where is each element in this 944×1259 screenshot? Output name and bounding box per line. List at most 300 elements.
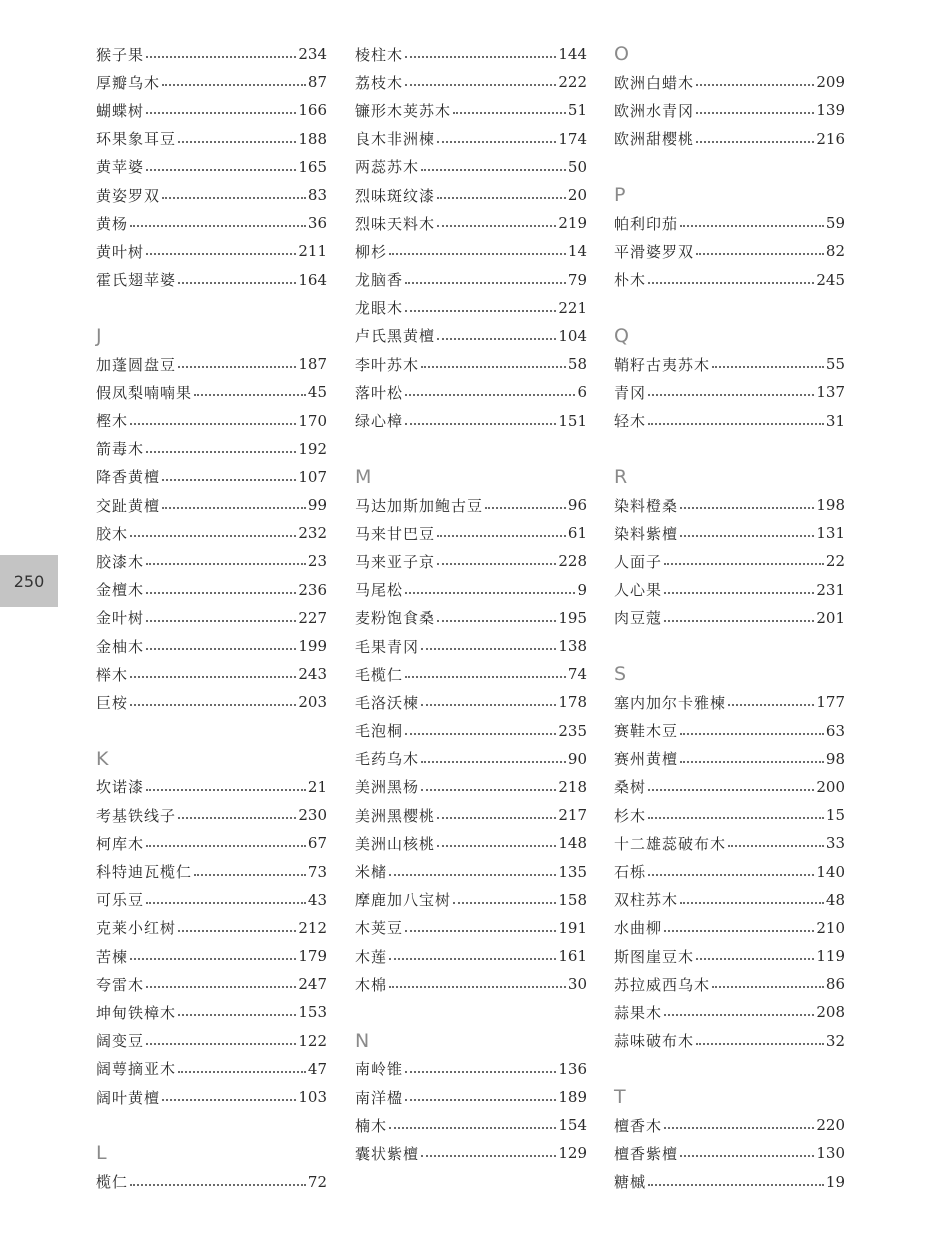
dot-leader xyxy=(405,1071,556,1073)
entry-term: 朴木 xyxy=(614,271,647,290)
index-entry xyxy=(614,519,845,547)
dot-leader xyxy=(405,1099,556,1101)
entry-page-number: 103 xyxy=(298,1088,327,1107)
entry-page-number: 72 xyxy=(307,1172,327,1191)
index-entry xyxy=(355,970,587,998)
index-column-2 xyxy=(355,40,587,1168)
entry-term: 坎诺漆 xyxy=(96,778,145,797)
entry-page-number: 96 xyxy=(567,496,587,515)
entry-term: 胶漆木 xyxy=(96,552,145,571)
dot-leader xyxy=(664,930,814,932)
dot-leader xyxy=(389,986,566,988)
dot-leader xyxy=(696,958,814,960)
dot-leader xyxy=(194,874,306,876)
dot-leader xyxy=(437,197,566,199)
entry-page-number: 135 xyxy=(558,862,587,881)
dot-leader xyxy=(664,592,814,594)
dot-leader xyxy=(712,366,824,368)
entry-term: 苏拉威西乌木 xyxy=(614,975,711,994)
entry-page-number: 32 xyxy=(825,1031,845,1050)
dot-leader xyxy=(437,620,556,622)
entry-term: 美洲黑樱桃 xyxy=(355,806,436,825)
index-entry xyxy=(614,406,845,434)
entry-term: 绿心樟 xyxy=(355,412,404,431)
index-entry xyxy=(96,96,327,124)
entry-page-number: 245 xyxy=(816,270,845,289)
entry-term: 染料橙桑 xyxy=(614,496,679,515)
section-spacer xyxy=(614,294,845,322)
index-entry xyxy=(96,547,327,575)
dot-leader xyxy=(178,282,296,284)
dot-leader xyxy=(130,676,296,678)
entry-page-number: 203 xyxy=(298,693,327,712)
section-heading: P xyxy=(614,184,626,207)
dot-leader xyxy=(130,535,296,537)
entry-page-number: 166 xyxy=(298,101,327,120)
index-entry xyxy=(355,660,587,688)
dot-leader xyxy=(696,253,824,255)
entry-term: 龙脑香 xyxy=(355,271,404,290)
index-entry xyxy=(96,435,327,463)
section-spacer xyxy=(96,294,327,322)
index-entry xyxy=(355,857,587,885)
index-entry xyxy=(96,1055,327,1083)
entry-page-number: 131 xyxy=(816,524,845,543)
index-entry xyxy=(614,68,845,96)
index-entry xyxy=(614,1027,845,1055)
index-entry xyxy=(614,998,845,1026)
dot-leader xyxy=(680,761,824,763)
entry-term: 麦粉饱食桑 xyxy=(355,609,436,628)
entry-term: 双柱苏木 xyxy=(614,891,679,910)
dot-leader xyxy=(194,394,306,396)
entry-page-number: 232 xyxy=(298,524,327,543)
section-heading: S xyxy=(614,663,627,686)
dot-leader xyxy=(437,817,556,819)
entry-term: 黄杨 xyxy=(96,214,129,233)
entry-page-number: 192 xyxy=(298,439,327,458)
dot-leader xyxy=(664,1014,814,1016)
index-entry xyxy=(355,406,587,434)
entry-term: 交趾黄檀 xyxy=(96,496,161,515)
entry-term: 糖槭 xyxy=(614,1173,647,1192)
dot-leader xyxy=(130,225,306,227)
entry-page-number: 139 xyxy=(816,101,845,120)
dot-leader xyxy=(437,225,556,227)
entry-page-number: 195 xyxy=(558,608,587,627)
index-entry xyxy=(96,153,327,181)
dot-leader xyxy=(405,282,566,284)
section-spacer xyxy=(96,717,327,745)
entry-term: 蝴蝶树 xyxy=(96,101,145,120)
entry-page-number: 222 xyxy=(558,73,587,92)
index-entry xyxy=(96,857,327,885)
entry-page-number: 82 xyxy=(825,242,845,261)
dot-leader xyxy=(178,141,296,143)
section-heading: L xyxy=(96,1142,107,1165)
dot-leader xyxy=(146,648,296,650)
entry-term: 楠木 xyxy=(355,1116,388,1135)
entry-page-number: 87 xyxy=(307,73,327,92)
entry-page-number: 79 xyxy=(567,270,587,289)
entry-page-number: 122 xyxy=(298,1031,327,1050)
dot-leader xyxy=(130,958,296,960)
dot-leader xyxy=(421,789,556,791)
index-entry xyxy=(614,547,845,575)
dot-leader xyxy=(178,817,296,819)
index-entry xyxy=(96,1027,327,1055)
index-entry xyxy=(96,914,327,942)
dot-leader xyxy=(696,84,814,86)
entry-page-number: 217 xyxy=(558,806,587,825)
dot-leader xyxy=(162,197,306,199)
entry-page-number: 14 xyxy=(567,242,587,261)
dot-leader xyxy=(680,535,814,537)
index-entry xyxy=(614,604,845,632)
section-heading: M xyxy=(355,465,372,488)
entry-term: 镰形木荚苏木 xyxy=(355,101,452,120)
entry-term: 人心果 xyxy=(614,581,663,600)
section-spacer xyxy=(614,435,845,463)
page-number: 250 xyxy=(13,571,45,591)
dot-leader xyxy=(130,1184,306,1186)
entry-page-number: 227 xyxy=(298,608,327,627)
dot-leader xyxy=(146,620,296,622)
dot-leader xyxy=(712,986,824,988)
index-entry xyxy=(96,40,327,68)
index-entry xyxy=(355,745,587,773)
entry-term: 夸雷木 xyxy=(96,975,145,994)
entry-page-number: 210 xyxy=(816,918,845,937)
entry-page-number: 230 xyxy=(298,806,327,825)
index-entry xyxy=(614,378,845,406)
entry-term: 摩鹿加八宝树 xyxy=(355,891,452,910)
dot-leader xyxy=(405,394,575,396)
entry-page-number: 59 xyxy=(825,214,845,233)
entry-term: 马尾松 xyxy=(355,581,404,600)
index-entry xyxy=(355,40,587,68)
index-entry xyxy=(96,886,327,914)
entry-term: 马来甘巴豆 xyxy=(355,524,436,543)
entry-term: 欧洲甜樱桃 xyxy=(614,130,695,149)
dot-leader xyxy=(146,789,306,791)
entry-term: 考基铁线子 xyxy=(96,806,177,825)
dot-leader xyxy=(696,1043,824,1045)
index-entry xyxy=(96,266,327,294)
entry-term: 柯库木 xyxy=(96,834,145,853)
entry-page-number: 63 xyxy=(825,721,845,740)
dot-leader xyxy=(146,56,296,58)
entry-term: 赛州黄檀 xyxy=(614,750,679,769)
index-entry xyxy=(96,125,327,153)
dot-leader xyxy=(664,563,824,565)
entry-page-number: 47 xyxy=(307,1059,327,1078)
entry-term: 金檀木 xyxy=(96,581,145,600)
entry-page-number: 144 xyxy=(558,45,587,64)
index-entry xyxy=(614,717,845,745)
index-entry xyxy=(355,688,587,716)
index-entry xyxy=(355,886,587,914)
entry-page-number: 231 xyxy=(816,580,845,599)
entry-term: 平滑婆罗双 xyxy=(614,242,695,261)
index-entry xyxy=(355,604,587,632)
index-entry xyxy=(614,237,845,265)
entry-term: 棱柱木 xyxy=(355,45,404,64)
entry-term: 欧洲水青冈 xyxy=(614,101,695,120)
index-entry xyxy=(614,801,845,829)
entry-page-number: 104 xyxy=(558,326,587,345)
entry-term: 米槠 xyxy=(355,863,388,882)
entry-page-number: 228 xyxy=(558,552,587,571)
entry-page-number: 22 xyxy=(825,552,845,571)
entry-term: 赛鞋木豆 xyxy=(614,722,679,741)
index-entry xyxy=(614,1111,845,1139)
dot-leader xyxy=(146,253,296,255)
index-entry xyxy=(614,857,845,885)
dot-leader xyxy=(728,845,824,847)
entry-term: 阔叶黄檀 xyxy=(96,1088,161,1107)
entry-term: 檀香紫檀 xyxy=(614,1144,679,1163)
dot-leader xyxy=(680,507,814,509)
index-entry xyxy=(96,998,327,1026)
entry-page-number: 107 xyxy=(298,467,327,486)
index-entry xyxy=(96,209,327,237)
entry-term: 霍氏翅苹婆 xyxy=(96,271,177,290)
entry-term: 木莲 xyxy=(355,947,388,966)
entry-term: 良木非洲楝 xyxy=(355,130,436,149)
entry-page-number: 161 xyxy=(558,947,587,966)
index-entry xyxy=(96,491,327,519)
index-entry xyxy=(614,266,845,294)
dot-leader xyxy=(162,84,306,86)
entry-term: 烈味天料木 xyxy=(355,214,436,233)
entry-term: 榄仁 xyxy=(96,1173,129,1192)
dot-leader xyxy=(389,958,556,960)
section-spacer xyxy=(614,153,845,181)
dot-leader xyxy=(178,366,296,368)
entry-term: 毛洛沃楝 xyxy=(355,693,420,712)
entry-page-number: 170 xyxy=(298,411,327,430)
entry-page-number: 140 xyxy=(816,862,845,881)
dot-leader xyxy=(162,1099,296,1101)
entry-page-number: 55 xyxy=(825,355,845,374)
section-heading: N xyxy=(355,1029,370,1052)
dot-leader xyxy=(696,141,814,143)
index-entry xyxy=(355,1139,587,1167)
entry-term: 肉豆蔻 xyxy=(614,609,663,628)
index-entry xyxy=(355,181,587,209)
index-entry xyxy=(96,1168,327,1196)
index-entry xyxy=(96,378,327,406)
entry-page-number: 177 xyxy=(816,693,845,712)
dot-leader xyxy=(178,1071,306,1073)
entry-page-number: 158 xyxy=(558,890,587,909)
dot-leader xyxy=(664,620,814,622)
index-entry xyxy=(614,576,845,604)
dot-leader xyxy=(405,733,556,735)
entry-page-number: 61 xyxy=(567,524,587,543)
index-entry xyxy=(96,1083,327,1111)
entry-page-number: 45 xyxy=(307,383,327,402)
dot-leader xyxy=(162,479,296,481)
entry-term: 水曲柳 xyxy=(614,919,663,938)
dot-leader xyxy=(146,563,306,565)
dot-leader xyxy=(437,845,556,847)
entry-term: 烈味斑纹漆 xyxy=(355,186,436,205)
entry-page-number: 247 xyxy=(298,975,327,994)
entry-term: 美洲山核桃 xyxy=(355,834,436,853)
entry-term: 龙眼木 xyxy=(355,299,404,318)
entry-page-number: 189 xyxy=(558,1088,587,1107)
entry-page-number: 83 xyxy=(307,186,327,205)
entry-page-number: 50 xyxy=(567,157,587,176)
entry-term: 美洲黑杨 xyxy=(355,778,420,797)
index-entry xyxy=(96,68,327,96)
index-entry xyxy=(614,125,845,153)
entry-term: 杉木 xyxy=(614,806,647,825)
entry-page-number: 58 xyxy=(567,355,587,374)
entry-term: 南洋楹 xyxy=(355,1088,404,1107)
entry-page-number: 235 xyxy=(558,721,587,740)
entry-page-number: 200 xyxy=(816,777,845,796)
dot-leader xyxy=(680,1155,814,1157)
entry-term: 马达加斯加鲍古豆 xyxy=(355,496,484,515)
dot-leader xyxy=(437,563,556,565)
dot-leader xyxy=(405,310,556,312)
entry-page-number: 199 xyxy=(298,637,327,656)
entry-term: 榉木 xyxy=(96,665,129,684)
entry-term: 毛果青冈 xyxy=(355,637,420,656)
entry-term: 厚瓣乌木 xyxy=(96,73,161,92)
dot-leader xyxy=(680,225,824,227)
entry-term: 木棉 xyxy=(355,975,388,994)
entry-term: 金叶树 xyxy=(96,609,145,628)
entry-term: 染料紫檀 xyxy=(614,524,679,543)
index-entry xyxy=(614,886,845,914)
index-entry xyxy=(355,519,587,547)
section-heading: T xyxy=(614,1086,626,1109)
entry-page-number: 119 xyxy=(816,947,845,966)
index-entry xyxy=(355,1111,587,1139)
index-entry xyxy=(355,632,587,660)
entry-page-number: 6 xyxy=(577,383,587,402)
entry-page-number: 208 xyxy=(816,1003,845,1022)
index-entry xyxy=(355,491,587,519)
entry-page-number: 148 xyxy=(558,834,587,853)
index-entry xyxy=(355,153,587,181)
dot-leader xyxy=(130,423,296,425)
dot-leader xyxy=(146,845,306,847)
dot-leader xyxy=(421,1155,556,1157)
dot-leader xyxy=(680,733,824,735)
entry-page-number: 211 xyxy=(298,242,327,261)
index-entry xyxy=(96,660,327,688)
section-spacer xyxy=(614,632,845,660)
section-spacer xyxy=(96,1111,327,1139)
index-entry xyxy=(96,576,327,604)
entry-page-number: 221 xyxy=(558,298,587,317)
dot-leader xyxy=(648,423,824,425)
section-spacer xyxy=(355,435,587,463)
dot-leader xyxy=(146,112,296,114)
dot-leader xyxy=(405,84,556,86)
index-entry xyxy=(355,68,587,96)
entry-page-number: 90 xyxy=(567,749,587,768)
entry-term: 鞘籽古夷苏木 xyxy=(614,355,711,374)
entry-page-number: 212 xyxy=(298,918,327,937)
entry-page-number: 99 xyxy=(307,496,327,515)
dot-leader xyxy=(178,930,296,932)
entry-term: 轻木 xyxy=(614,412,647,431)
index-entry xyxy=(355,717,587,745)
index-entry xyxy=(614,942,845,970)
entry-term: 两蕊苏木 xyxy=(355,158,420,177)
entry-page-number: 9 xyxy=(577,580,587,599)
dot-leader xyxy=(405,56,556,58)
index-entry xyxy=(355,266,587,294)
entry-page-number: 136 xyxy=(558,1059,587,1078)
section-heading: R xyxy=(614,465,628,488)
entry-term: 樫木 xyxy=(96,412,129,431)
dot-leader xyxy=(680,902,824,904)
entry-page-number: 188 xyxy=(298,129,327,148)
entry-term: 科特迪瓦榄仁 xyxy=(96,863,193,882)
entry-page-number: 201 xyxy=(816,608,845,627)
entry-page-number: 243 xyxy=(298,665,327,684)
entry-page-number: 20 xyxy=(567,186,587,205)
entry-page-number: 31 xyxy=(825,411,845,430)
dot-leader xyxy=(453,902,556,904)
index-entry xyxy=(96,519,327,547)
section-heading: O xyxy=(614,43,629,66)
index-entry xyxy=(96,181,327,209)
entry-page-number: 33 xyxy=(825,834,845,853)
entry-term: 假凤梨喃喃果 xyxy=(96,383,193,402)
index-entry xyxy=(355,294,587,322)
entry-term: 可乐豆 xyxy=(96,891,145,910)
index-entry xyxy=(614,914,845,942)
dot-leader xyxy=(648,394,814,396)
entry-term: 南岭锥 xyxy=(355,1060,404,1079)
dot-leader xyxy=(405,423,556,425)
entry-page-number: 23 xyxy=(307,552,327,571)
dot-leader xyxy=(389,253,566,255)
index-entry xyxy=(355,773,587,801)
dot-leader xyxy=(437,535,566,537)
dot-leader xyxy=(648,282,814,284)
dot-leader xyxy=(664,1127,814,1129)
entry-page-number: 174 xyxy=(558,129,587,148)
index-entry xyxy=(355,914,587,942)
entry-page-number: 21 xyxy=(307,777,327,796)
entry-term: 箭毒木 xyxy=(96,440,145,459)
dot-leader xyxy=(696,112,814,114)
dot-leader xyxy=(405,592,575,594)
index-entry xyxy=(614,1139,845,1167)
entry-term: 帕利印茄 xyxy=(614,214,679,233)
entry-page-number: 179 xyxy=(298,947,327,966)
entry-page-number: 187 xyxy=(298,355,327,374)
entry-page-number: 216 xyxy=(816,129,845,148)
index-entry xyxy=(355,237,587,265)
entry-page-number: 154 xyxy=(558,1116,587,1135)
dot-leader xyxy=(648,789,814,791)
dot-leader xyxy=(130,704,296,706)
index-entry xyxy=(614,491,845,519)
index-entry xyxy=(96,829,327,857)
index-entry xyxy=(96,604,327,632)
index-entry xyxy=(614,350,845,378)
